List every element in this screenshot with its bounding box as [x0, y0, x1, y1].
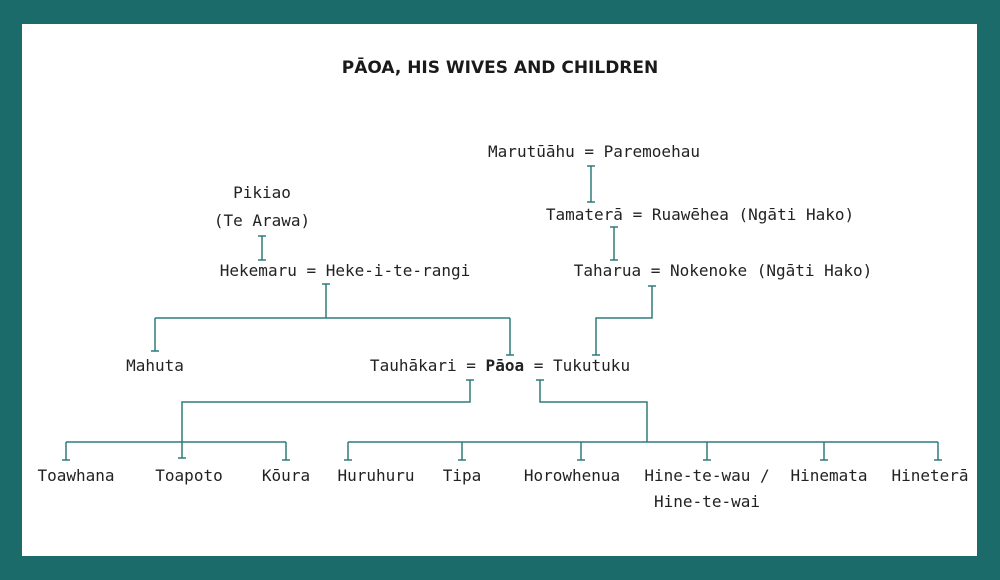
- connector-taharua-tukutuku: [592, 286, 656, 355]
- connector-tauhakari-children: [62, 380, 474, 460]
- node-tukutuku: Tukutuku: [553, 356, 631, 375]
- connector-marutuahu-tamatera: [587, 166, 595, 202]
- node-hekemaru-couple: Hekemaru = Heke-i-te-rangi: [219, 261, 471, 280]
- child-hinetera: Hineterā: [891, 466, 969, 485]
- node-paoa-couples: [370, 356, 630, 376]
- child-hine-te-wai: Hine-te-wai: [654, 492, 760, 511]
- connector-tukutuku-children: [344, 380, 942, 460]
- diagram-title: PĀOA, HIS WIVES AND CHILDREN: [341, 58, 659, 78]
- connector-hekemaru-children: [151, 284, 514, 355]
- spouse-separator-2: =: [533, 356, 544, 375]
- node-marutuahu-couple: Marutūāhu = Paremoehau: [488, 142, 700, 161]
- spouse-separator-1: =: [466, 356, 476, 375]
- node-tauhakari: Tauhākari: [369, 356, 457, 375]
- child-toapoto: Toapoto: [155, 466, 223, 485]
- node-te-arawa: (Te Arawa): [213, 211, 311, 230]
- connector-pikiao-hekemaru: [258, 236, 266, 260]
- child-koura: Kōura: [261, 466, 311, 485]
- node-tamatera-couple: Tamaterā = Ruawēhea (Ngāti Hako): [545, 205, 855, 224]
- child-huruhuru: Huruhuru: [337, 466, 415, 485]
- node-taharua-couple: Taharua = Nokenoke (Ngāti Hako): [573, 261, 873, 280]
- child-hinemata: Hinemata: [790, 466, 868, 485]
- child-horowhenua: Horowhenua: [523, 466, 621, 485]
- node-mahuta: Mahuta: [126, 356, 184, 375]
- child-hine-te-wau: Hine-te-wau /: [644, 466, 770, 485]
- child-tipa: Tipa: [442, 466, 482, 485]
- node-paoa: Pāoa: [485, 356, 525, 375]
- connector-tamatera-taharua: [610, 227, 618, 260]
- node-pikiao: Pikiao: [233, 183, 291, 202]
- child-toawhana: Toawhana: [37, 466, 115, 485]
